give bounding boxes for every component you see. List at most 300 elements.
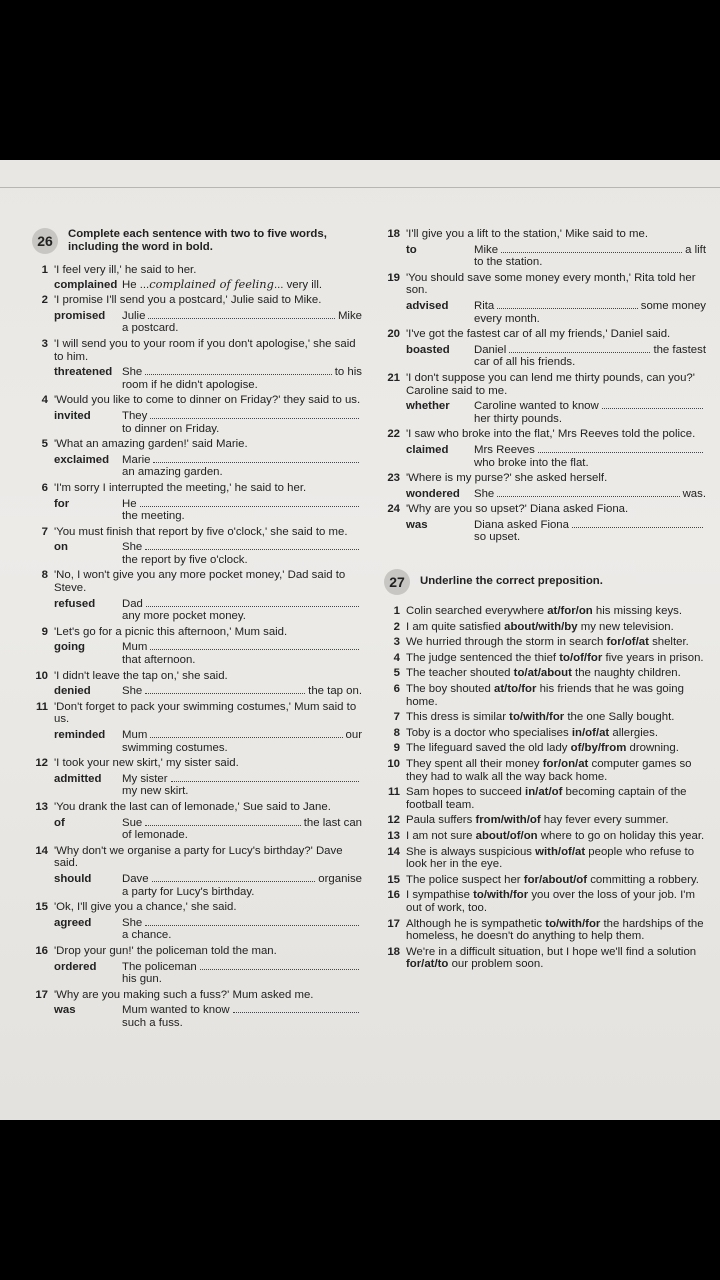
answer-start: Dave (122, 872, 149, 885)
answer-continuation: an amazing garden. (122, 466, 223, 479)
item-body (406, 918, 706, 943)
worksheet-page (0, 160, 720, 1120)
exercise-item (384, 742, 706, 755)
item-number: 21 (387, 371, 400, 384)
sentence-end: committing a robbery. (587, 873, 699, 886)
answer-line (406, 242, 706, 257)
preposition-options[interactable]: to/of/for (559, 651, 603, 664)
answer-continuation: his gun. (122, 973, 162, 986)
item-body (406, 636, 706, 649)
answer-end: to his (334, 366, 362, 379)
item-sentence: 'Let's go for a picnic this afternoon,' Mum said. (54, 625, 288, 638)
keyword: of (54, 816, 65, 829)
answer-blank[interactable] (145, 815, 300, 826)
item-number: 9 (393, 742, 400, 755)
item-sentence: 'Drop your gun!' the policeman told the man. (54, 944, 277, 957)
keyword: claimed (406, 443, 449, 456)
item-body (54, 626, 362, 667)
item-number: 15 (35, 901, 48, 914)
answer-line (54, 452, 362, 467)
item-body (54, 394, 362, 435)
item-body (54, 757, 362, 798)
answer-blank[interactable] (171, 771, 359, 782)
answer-line (54, 308, 362, 323)
divider (0, 187, 720, 188)
answer-end: some money (640, 299, 706, 312)
item-number: 11 (35, 700, 48, 713)
exercise-item (384, 758, 706, 783)
answer-blank[interactable] (538, 442, 703, 453)
answer-blank[interactable] (572, 517, 703, 528)
answer-continuation: a postcard. (122, 322, 179, 335)
answer-start: She (474, 487, 495, 500)
sentence-start: This dress is similar (406, 711, 510, 724)
item-number: 8 (41, 569, 48, 582)
item-sentence: 'Why are you so upset?' Diana asked Fiona. (406, 503, 629, 516)
answer-start: She (122, 916, 143, 929)
exercise-instruction: Complete each sentence with two to five words, including the word in bold. (68, 228, 327, 253)
item-sentence: 'Why don't we organise a party for Lucy's birthday?' Dave said. (54, 844, 343, 870)
item-sentence: 'No, I won't give you any more pocket money,' Dad said to Steve. (54, 569, 346, 595)
item-number: 3 (393, 636, 400, 649)
exercise-item (32, 338, 362, 391)
sentence-end: computer games so they had to walk all the way back home. (406, 758, 692, 783)
sentence-start: The teacher shouted (406, 667, 514, 680)
answer-end: the tap on. (308, 685, 362, 698)
answer-line (406, 517, 706, 532)
sentence-start: We're in a difficult situation, but I hope we'll find a solution (406, 945, 697, 958)
item-body (406, 742, 706, 755)
answer-start: She (122, 685, 143, 698)
answer-start: Caroline wanted to know (474, 400, 599, 413)
item-sentence: 'Why are you making such a fuss?' Mum asked me. (54, 988, 314, 1001)
exercise-item (32, 482, 362, 523)
answer-blank[interactable] (497, 298, 638, 309)
item-body (406, 711, 706, 724)
item-body (406, 605, 706, 618)
answer-end: the last can (303, 816, 362, 829)
answer-continuation: the report by five o'clock. (122, 553, 248, 566)
answer-start: She (122, 366, 143, 379)
sentence-end: becoming captain of the football team. (406, 786, 687, 811)
item-number: 13 (35, 800, 48, 813)
answer-blank[interactable] (497, 486, 679, 497)
item-body (406, 814, 706, 827)
exercise-item (384, 846, 706, 871)
item-body (54, 701, 362, 754)
exercise-item (384, 328, 706, 369)
keyword: should (54, 872, 92, 885)
sentence-start: Sam hopes to succeed (406, 786, 526, 799)
preposition-options[interactable]: to/with/for (473, 889, 529, 902)
item-sentence: 'You drank the last can of lemonade,' Sue said to Jane. (54, 800, 331, 813)
answer-end: was. (682, 487, 706, 500)
exercise-item (384, 889, 706, 914)
item-number: 23 (387, 472, 400, 485)
item-number: 16 (35, 944, 48, 957)
item-number: 7 (393, 711, 400, 724)
item-body (54, 526, 362, 567)
sentence-end: his missing keys. (592, 605, 683, 618)
exercise-item (32, 626, 362, 667)
exercise-item (384, 652, 706, 665)
item-number: 17 (387, 917, 400, 930)
answer-line (54, 915, 362, 930)
exercise-instruction: Underline the correct preposition. (420, 575, 603, 588)
answer-continuation: car of all his friends. (474, 356, 576, 369)
item-body (406, 472, 706, 500)
sentence-start: Paula suffers (406, 814, 476, 827)
answer-continuation: to the station. (474, 256, 543, 269)
item-body (406, 228, 706, 269)
keyword: admitted (54, 772, 102, 785)
answer-end: our (345, 729, 362, 741)
answer-blank[interactable] (150, 727, 342, 738)
item-sentence: 'I saw who broke into the flat,' Mrs Reeves told the police. (406, 428, 696, 441)
sentence-end: drowning. (626, 742, 679, 755)
keyword: exclaimed (54, 453, 110, 466)
answer-continuation: any more pocket money. (122, 610, 246, 623)
preposition-options[interactable]: at/for/on (547, 605, 593, 618)
answer-start: My sister (122, 772, 168, 785)
item-body (54, 945, 362, 986)
exercise-26-items (32, 264, 362, 1029)
sentence-start: I am not sure (406, 829, 476, 842)
answer-line (54, 408, 362, 423)
item-number: 11 (387, 786, 400, 799)
preposition-options[interactable]: with/of/at (535, 845, 586, 858)
exercise-item (32, 264, 362, 291)
item-sentence: 'I'm sorry I interrupted the meeting,' he said to her. (54, 481, 307, 494)
exercise-item (384, 503, 706, 544)
keyword: was (54, 1004, 76, 1017)
item-body (406, 874, 706, 887)
preposition-options[interactable]: about/with/by (504, 620, 578, 633)
preposition-options[interactable]: in/at/of (525, 786, 563, 799)
exercise-item (384, 228, 706, 269)
keyword: for (54, 497, 70, 510)
answer-start: Mum (122, 729, 148, 741)
answer-line (54, 771, 362, 786)
keyword: advised (406, 299, 449, 312)
answer-line (406, 298, 706, 313)
sentence-end: the one Sally bought. (564, 711, 675, 724)
keyword: denied (54, 685, 91, 698)
item-sentence: 'Where is my purse?' she asked herself. (406, 472, 608, 485)
answer-blank[interactable] (602, 398, 703, 409)
answer-start: Dad (122, 597, 143, 610)
item-number: 5 (41, 438, 48, 451)
sentence-start: Although he is sympathetic (406, 917, 546, 930)
exercise-item (384, 621, 706, 634)
item-body (54, 264, 362, 291)
preposition-options[interactable]: in/of/at (571, 726, 610, 739)
item-body (406, 667, 706, 680)
answer-line (54, 1002, 362, 1017)
exercise-item (384, 814, 706, 827)
item-sentence: 'I've got the fastest car of all my friends,' Daniel said. (406, 328, 671, 341)
sentence-start: Colin searched everywhere (406, 605, 548, 618)
item-body (54, 482, 362, 523)
exercise-item (32, 945, 362, 986)
keyword: whether (406, 400, 450, 413)
answer-line (54, 539, 362, 554)
item-body (406, 727, 706, 740)
answer-continuation: that afternoon. (122, 654, 196, 667)
exercise-item (32, 901, 362, 942)
answer-continuation: a chance. (122, 929, 172, 942)
answer-line (54, 959, 362, 974)
exercise-item (32, 801, 362, 842)
item-body (406, 758, 706, 783)
exercise-item (32, 526, 362, 567)
answer-start: Diana asked Fiona (474, 518, 569, 531)
answer-continuation: so upset. (474, 531, 521, 544)
exercise-item (384, 683, 706, 708)
answer-start: He ... (122, 278, 150, 291)
item-body (406, 503, 706, 544)
keyword: invited (54, 409, 91, 422)
sentence-end: you over the loss of your job. I'm out of work, too. (406, 889, 695, 914)
exercise-number-badge: 27 (384, 569, 410, 595)
answer-line (406, 442, 706, 457)
item-number: 8 (393, 726, 400, 739)
sentence-end: shelter. (648, 636, 689, 649)
answer-continuation: swimming costumes. (122, 741, 228, 754)
item-body (54, 801, 362, 842)
item-body (406, 946, 706, 971)
item-sentence: 'Don't forget to pack your swimming costumes,' Mum said to us. (54, 700, 357, 726)
answer-continuation: to dinner on Friday. (122, 422, 220, 435)
answer-blank[interactable] (153, 452, 359, 463)
sentence-start: I am quite satisfied (406, 620, 505, 633)
sentence-start: The police suspect her (406, 873, 524, 886)
answer-continuation: who broke into the flat. (474, 456, 589, 469)
answer-blank[interactable] (509, 342, 650, 353)
answer-end: a lift (685, 243, 706, 256)
item-number: 14 (387, 845, 400, 858)
exercise-item (32, 845, 362, 898)
keyword: complained (54, 278, 118, 291)
answer-continuation: her thirty pounds. (474, 412, 563, 425)
keyword: threatened (54, 366, 113, 379)
answer-start: Sue (122, 816, 143, 829)
exercise-item (384, 830, 706, 843)
sentence-end: five years in prison. (602, 651, 704, 664)
preposition-options[interactable]: to/with/for (509, 711, 565, 724)
item-body (406, 328, 706, 369)
item-number: 7 (41, 525, 48, 538)
sentence-end: the naughty children. (571, 667, 681, 680)
item-body (54, 989, 362, 1030)
exercise-number-badge: 26 (32, 228, 58, 254)
answer-end: organise (318, 872, 362, 885)
item-body (54, 569, 362, 622)
answer-end: ... very ill. (273, 278, 323, 291)
preposition-options[interactable]: to/at/about (513, 667, 572, 680)
answer-blank[interactable] (148, 308, 335, 319)
item-body (406, 846, 706, 871)
answer-blank[interactable] (140, 496, 359, 507)
answer-line (54, 496, 362, 511)
item-body (406, 889, 706, 914)
item-body (54, 901, 362, 942)
answer-blank[interactable] (145, 915, 359, 926)
sentence-start: I sympathise (406, 889, 474, 902)
answer-blank[interactable] (501, 242, 682, 253)
exercise-item (384, 428, 706, 469)
item-sentence: 'Would you like to come to dinner on Friday?' they said to us. (54, 394, 361, 407)
answer-blank[interactable] (233, 1002, 359, 1013)
sentence-start: She is always suspicious (406, 845, 536, 858)
keyword: refused (54, 597, 96, 610)
preposition-options[interactable]: at/to/for (494, 683, 537, 696)
item-number: 4 (41, 394, 48, 407)
answer-blank[interactable] (145, 683, 305, 694)
item-number: 6 (41, 481, 48, 494)
answer-blank[interactable] (152, 871, 316, 882)
answer-blank[interactable] (146, 596, 359, 607)
answer-line (54, 639, 362, 654)
item-number: 20 (387, 328, 400, 341)
sentence-start: The boy shouted (406, 683, 495, 696)
answer-start: Daniel (474, 343, 507, 356)
item-number: 1 (393, 605, 400, 618)
answer-continuation: the meeting. (122, 510, 185, 523)
item-number: 6 (393, 683, 400, 696)
answer-line (406, 486, 706, 501)
exercise-26-header (32, 228, 362, 254)
item-number: 9 (41, 625, 48, 638)
item-number: 13 (387, 829, 400, 842)
preposition-options[interactable]: for/on/at (542, 758, 589, 770)
item-number: 1 (41, 264, 48, 276)
preposition-options[interactable]: about/of/on (475, 829, 538, 842)
item-sentence: 'I didn't leave the tap on,' she said. (54, 669, 228, 682)
answer-start: Mrs Reeves (474, 443, 535, 456)
exercise-27-items (384, 605, 706, 971)
sentence-start: We hurried through the storm in search (406, 636, 607, 649)
item-number: 10 (35, 669, 48, 682)
exercise-item (32, 701, 362, 754)
answer-start: Marie (122, 453, 151, 466)
sentence-end: our problem soon. (448, 958, 544, 971)
item-body (54, 294, 362, 335)
answer-start: He (122, 497, 137, 510)
sentence-end: where to go on holiday this year. (537, 829, 705, 842)
item-sentence: 'I feel very ill,' he said to her. (54, 264, 197, 276)
answer-start: They (122, 409, 148, 422)
keyword: on (54, 541, 68, 554)
sentence-end: allergies. (609, 726, 658, 739)
item-body (54, 845, 362, 898)
keyword: to (406, 243, 417, 256)
sentence-start: The lifeguard saved the old lady (406, 742, 571, 755)
item-number: 19 (387, 271, 400, 284)
item-body (406, 652, 706, 665)
answer-continuation: of lemonade. (122, 829, 188, 842)
preposition-options[interactable]: of/by/from (570, 742, 627, 755)
item-number: 2 (41, 294, 48, 307)
exercise-item (384, 874, 706, 887)
sentence-start: The judge sentenced the thief (406, 651, 560, 664)
keyword: going (54, 641, 85, 654)
exercise-item (384, 272, 706, 325)
answer-line (406, 398, 706, 413)
exercise-item (384, 727, 706, 740)
item-sentence: 'I promise I'll send you a postcard,' Julie said to Mike. (54, 294, 322, 307)
exercise-item (384, 786, 706, 811)
exercise-item (384, 711, 706, 724)
item-number: 4 (393, 651, 400, 664)
exercise-26-items-continued (384, 228, 706, 544)
preposition-options[interactable]: for/about/of (523, 873, 588, 886)
preposition-options[interactable]: to/with/for (545, 917, 601, 930)
exercise-item (384, 605, 706, 618)
answer-line (54, 278, 362, 292)
answer-line (54, 871, 362, 886)
exercise-27-header (384, 569, 706, 595)
exercise-item (384, 372, 706, 425)
exercise-item (384, 946, 706, 971)
answer-continuation: room if he didn't apologise. (122, 378, 258, 391)
exercise-item (32, 394, 362, 435)
item-number: 24 (387, 503, 400, 516)
item-body (54, 338, 362, 391)
preposition-options[interactable]: for/at/to (406, 958, 449, 971)
sentence-end: the hardships of the homeless, he doesn't do anything to help them. (406, 917, 704, 943)
preposition-options[interactable]: for/of/at (606, 636, 649, 649)
item-number: 22 (387, 428, 400, 441)
sentence-end: people who refuse to look her in the eye. (406, 845, 695, 871)
answer-blank[interactable] (145, 364, 331, 375)
exercise-item (32, 438, 362, 479)
sentence-end: hay fever every summer. (540, 814, 669, 827)
item-body (54, 670, 362, 698)
item-number: 16 (387, 889, 400, 902)
exercise-item (32, 757, 362, 798)
item-number: 15 (387, 873, 400, 886)
answer-line (54, 596, 362, 611)
answer-blank[interactable] (150, 408, 359, 419)
answer-start: Rita (474, 299, 495, 312)
answer-continuation: every month. (474, 312, 540, 325)
right-column (384, 228, 706, 974)
item-number: 12 (387, 814, 400, 827)
exercise-26-left-column (32, 228, 362, 1032)
answer-line (406, 342, 706, 357)
answer-blank[interactable] (200, 959, 359, 970)
sentence-end: his friends that he was going home. (406, 683, 684, 708)
sentence-start: Toby is a doctor who specialises (406, 726, 572, 739)
item-body (406, 830, 706, 843)
answer-start: She (122, 541, 143, 554)
answer-end: the fastest (653, 343, 706, 356)
item-body (406, 683, 706, 708)
preposition-options[interactable]: from/with/of (475, 814, 541, 827)
answer-blank[interactable] (150, 639, 359, 650)
item-body (406, 786, 706, 811)
answer-start: Mum (122, 641, 148, 654)
exercise-item (32, 294, 362, 335)
exercise-item (32, 989, 362, 1030)
answer-line (54, 364, 362, 379)
item-body (406, 428, 706, 469)
item-number: 17 (35, 988, 48, 1001)
answer-blank[interactable] (145, 539, 359, 550)
item-sentence: 'What an amazing garden!' said Marie. (54, 438, 248, 451)
item-number: 14 (35, 844, 48, 857)
